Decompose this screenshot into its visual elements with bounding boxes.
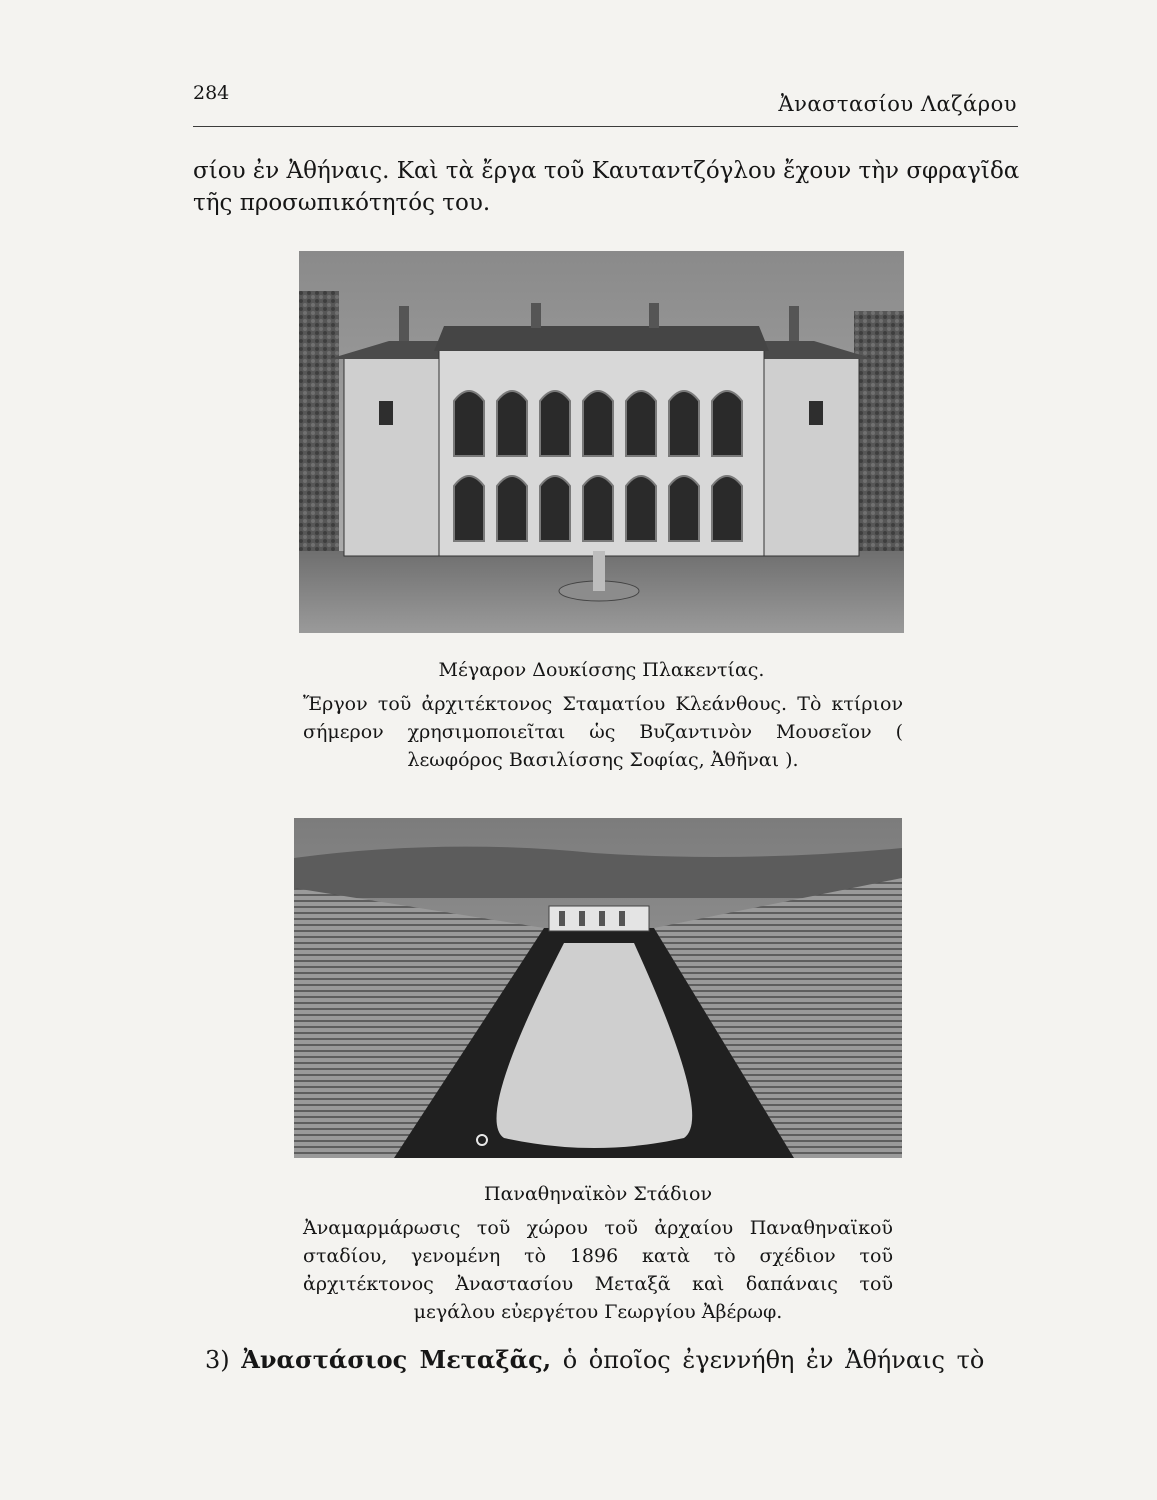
figure1-caption: Ἔργον τοῦ ἀρχιτέκτονος Σταματίου Κλεάνθους. Τὸ κτίριον σήμερον χρησιμοποιεῖται ὡς Βυζαντινὸν Μουσεῖον ( λεωφόρος Βασιλίσσης Σοφίας, Ἀθῆναι ). xyxy=(303,693,903,771)
running-head: Ἀναστασίου Λαζάρου xyxy=(778,92,1017,116)
intro-line-2: τῆς προσωπικότητός του. xyxy=(193,190,491,216)
page-number: 284 xyxy=(193,82,230,104)
stadium-illustration xyxy=(294,818,902,1158)
header-rule xyxy=(193,126,1018,127)
closing-paragraph xyxy=(205,1345,984,1374)
mansion-illustration xyxy=(299,251,904,633)
person-name: Ἀναστάσιος Μεταξᾶς, xyxy=(241,1345,552,1374)
closing-text: ὁ ὁποῖος ἐγεννήθη ἐν Ἀθήναις τὸ xyxy=(562,1346,985,1374)
intro-line-1: σίου ἐν Ἀθήναις. Καὶ τὰ ἔργα τοῦ Καυταντζόγλου ἔχουν τὴν σφραγῖδα xyxy=(193,158,1020,184)
stadium-photo xyxy=(294,818,902,1158)
section-number: 3) xyxy=(205,1346,230,1374)
figure1-title: Μέγαρον Δουκίσσης Πλακεντίας. xyxy=(438,659,765,681)
figure2-caption: Ἀναμαρμάρωσις τοῦ χώρου τοῦ ἀρχαίου Παναθηναϊκοῦ σταδίου, γενομένη τὸ 1896 κατὰ τὸ σχέδιον τοῦ ἀρχιτέκτονος Ἀναστασίου Μεταξᾶ καὶ δαπάναις τοῦ μεγάλου εὐεργέτου Γεωργίου Ἀβέρωφ. xyxy=(303,1217,893,1323)
figure2-title: Παναθηναϊκὸν Στάδιον xyxy=(484,1183,712,1205)
mansion-photo xyxy=(299,251,904,633)
